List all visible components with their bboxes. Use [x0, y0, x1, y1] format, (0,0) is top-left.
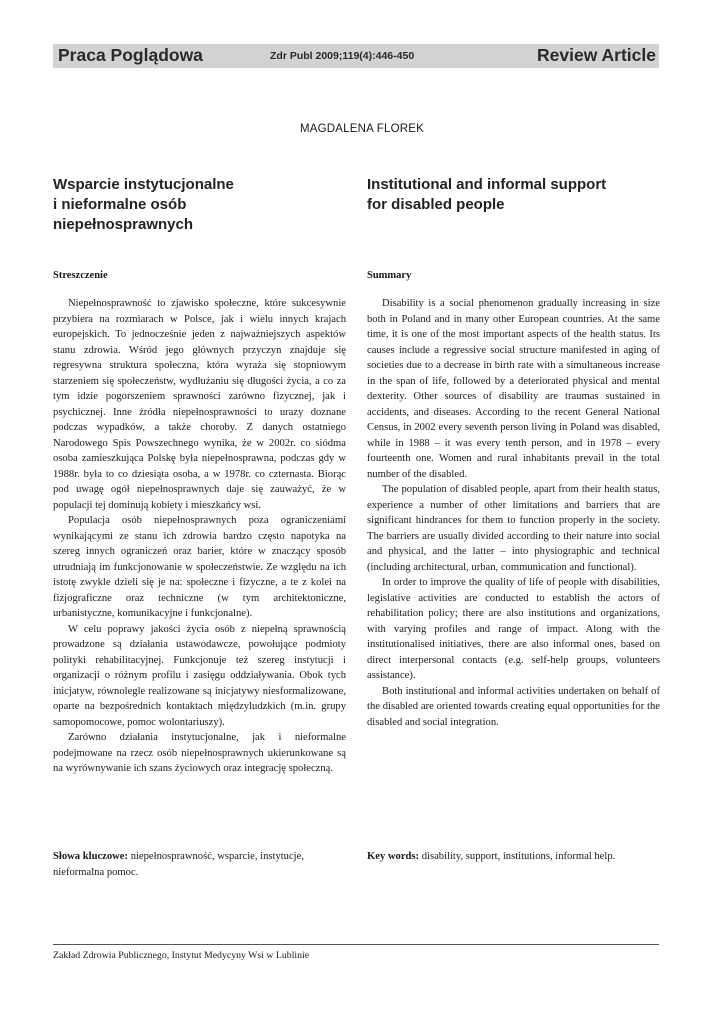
journal-header-bar: [53, 44, 659, 68]
title-line: niepełnosprawnych: [53, 216, 194, 233]
abstract-polish: [53, 296, 346, 777]
footer-divider: [53, 944, 659, 945]
header-article-type-en: Review Article: [537, 45, 656, 65]
abstract-paragraph: Zarówno działania instytucjonalne, jak i nieformalne podejmowane na rzecz osób niepełnosprawnych ukierunkowane są na wyrównywanie ich szans życiowych oraz integrację społeczną.: [53, 732, 346, 774]
keywords-label: Słowa kluczowe:: [53, 851, 129, 862]
keywords-polish: [53, 849, 346, 880]
title-polish: [53, 175, 346, 235]
abstract-paragraph: Niepełnosprawność to zjawisko społeczne, które sukcesywnie przybiera na rozmiarach w Polsce, jak i wielu innych krajach europejskich. To jednocześnie jeden z najważniejszych aspektów stanu zdrowia. Wśród jego głównych przyczyn znajduje się regresywna struktura społeczna, która wyraża się stopniowym starzeniem się społeczeństw, wydłużaniu się długości życia, a co za tym idzie pogorszeniem sprawności zarówno fizycznej, jak i psychicznej. Inne źródła niepełnosprawności to urazy doznane podczas wypadków, a także choroby. Z danych ostatniego Narodowego Spis Powszechnego wynika, że w 2002r. co siódma osoba zamieszkująca Polskę była niepełnosprawna, podczas gdy w 1988r. była to co dziesiąta osoba, a w 1978r. co czternasta. Biorąc pod uwagę ogół niepełnosprawnych daje się zauważyć, że w populacji tej dominują kobiety i mieszkańcy wsi.: [53, 298, 346, 511]
author-affiliation: Zakład Zdrowia Publicznego, Instytut Medycyny Wsi w Lublinie: [53, 950, 310, 961]
title-line: i nieformalne osób: [53, 196, 187, 213]
abstract-paragraph: In order to improve the quality of life of people with disabilities, legislative activities are conducted to establish the actors of rehabilitation policy; there are also institutions and organizations, with varying profiles and range of impact. Along with the institutionalised initiatives, there are also informal ones, based on direct interpersonal contacts (e.g. self-help groups, volunteers assistance).: [367, 577, 660, 681]
header-article-type-pl: Praca Poglądowa: [58, 45, 203, 65]
abstract-paragraph: W celu poprawy jakości życia osób z niepełną sprawnością prowadzone są działania ustawodawcze, powołujące podmioty polityki rehabilitacyjnej. Funkcjonuje też szereg instytucji i organizacji o różnym profilu i zasięgu oddziaływania. Obok tych inicjatyw, równolegle realizowane są inicjatywy niesformalizowane, oparte na bezpośrednich kontaktach międzyludzkich (m.in. grupy samopomocowe, pomoc wolontariuszy).: [53, 623, 346, 728]
title-line: Wsparcie instytucjonalne: [53, 176, 234, 193]
abstract-english: [367, 296, 660, 730]
abstract-paragraph: The population of disabled people, apart from their health status, experience a number of other limitations and barriers that are significant hindrances for them to function properly in the society. The barriers are usually divided according to their nature into social and physical, and the latter – into physiographic and technical (including architectural, urban, communication and functional).: [367, 484, 660, 573]
abstract-paragraph: Populacja osób niepełnosprawnych poza ograniczeniami wynikającymi ze stanu ich zdrowia bardzo często napotyka na szereg innych ograniczeń oraz barier, które w znaczący sposób utrudniają im funkcjonowanie w społeczeństwie. Ze względu na ich istotę zwykle dzieli się je na: społeczne i fizyczne, a te z kolei na fizjograficzne oraz techniczne (w tym architektoniczne, urbanistyczne, komunikacyjne i funkcjonalne).: [53, 515, 346, 619]
keywords-text: disability, support, institutions, informal help.: [419, 851, 616, 862]
author-name: MAGDALENA FLOREK: [300, 123, 424, 135]
header-citation: Zdr Publ 2009;119(4):446-450: [270, 50, 415, 62]
title-english: [367, 175, 660, 215]
abstract-paragraph: Both institutional and informal activities undertaken on behalf of the disabled are oriented towards creating equal opportunities for the disabled and social integration.: [367, 685, 660, 728]
section-heading-streszczenie: Streszczenie: [53, 270, 108, 281]
title-line: Institutional and informal support: [367, 176, 607, 193]
keywords-english: [367, 849, 660, 865]
keywords-text: niepełnosprawność, wsparcie, instytucje, nieformalna pomoc.: [53, 851, 304, 878]
title-line: for disabled people: [367, 196, 505, 213]
section-heading-summary: Summary: [367, 270, 412, 281]
keywords-label: Key words:: [367, 851, 420, 862]
abstract-paragraph: Disability is a social phenomenon gradually increasing in size both in Poland and in many other European countries. At the same time, it is one of the most important aspects of the health status. Its causes include a regressive social structure manifested in aging of societies due to a decrease in birth rate with a simultaneous increase in the span of life, followed by a deteriorated physical and mental dexterity. Other sources of disability are traumas sustained in accidents, and diseases. According to the recent General National Census, in 2002 every seventh person living in Poland was disabled, while in 1988 – it was every tenth person, and in 1978 – every fourteenth one. Women and rural inhabitants prevail in the total number of the disabled.: [367, 298, 660, 480]
